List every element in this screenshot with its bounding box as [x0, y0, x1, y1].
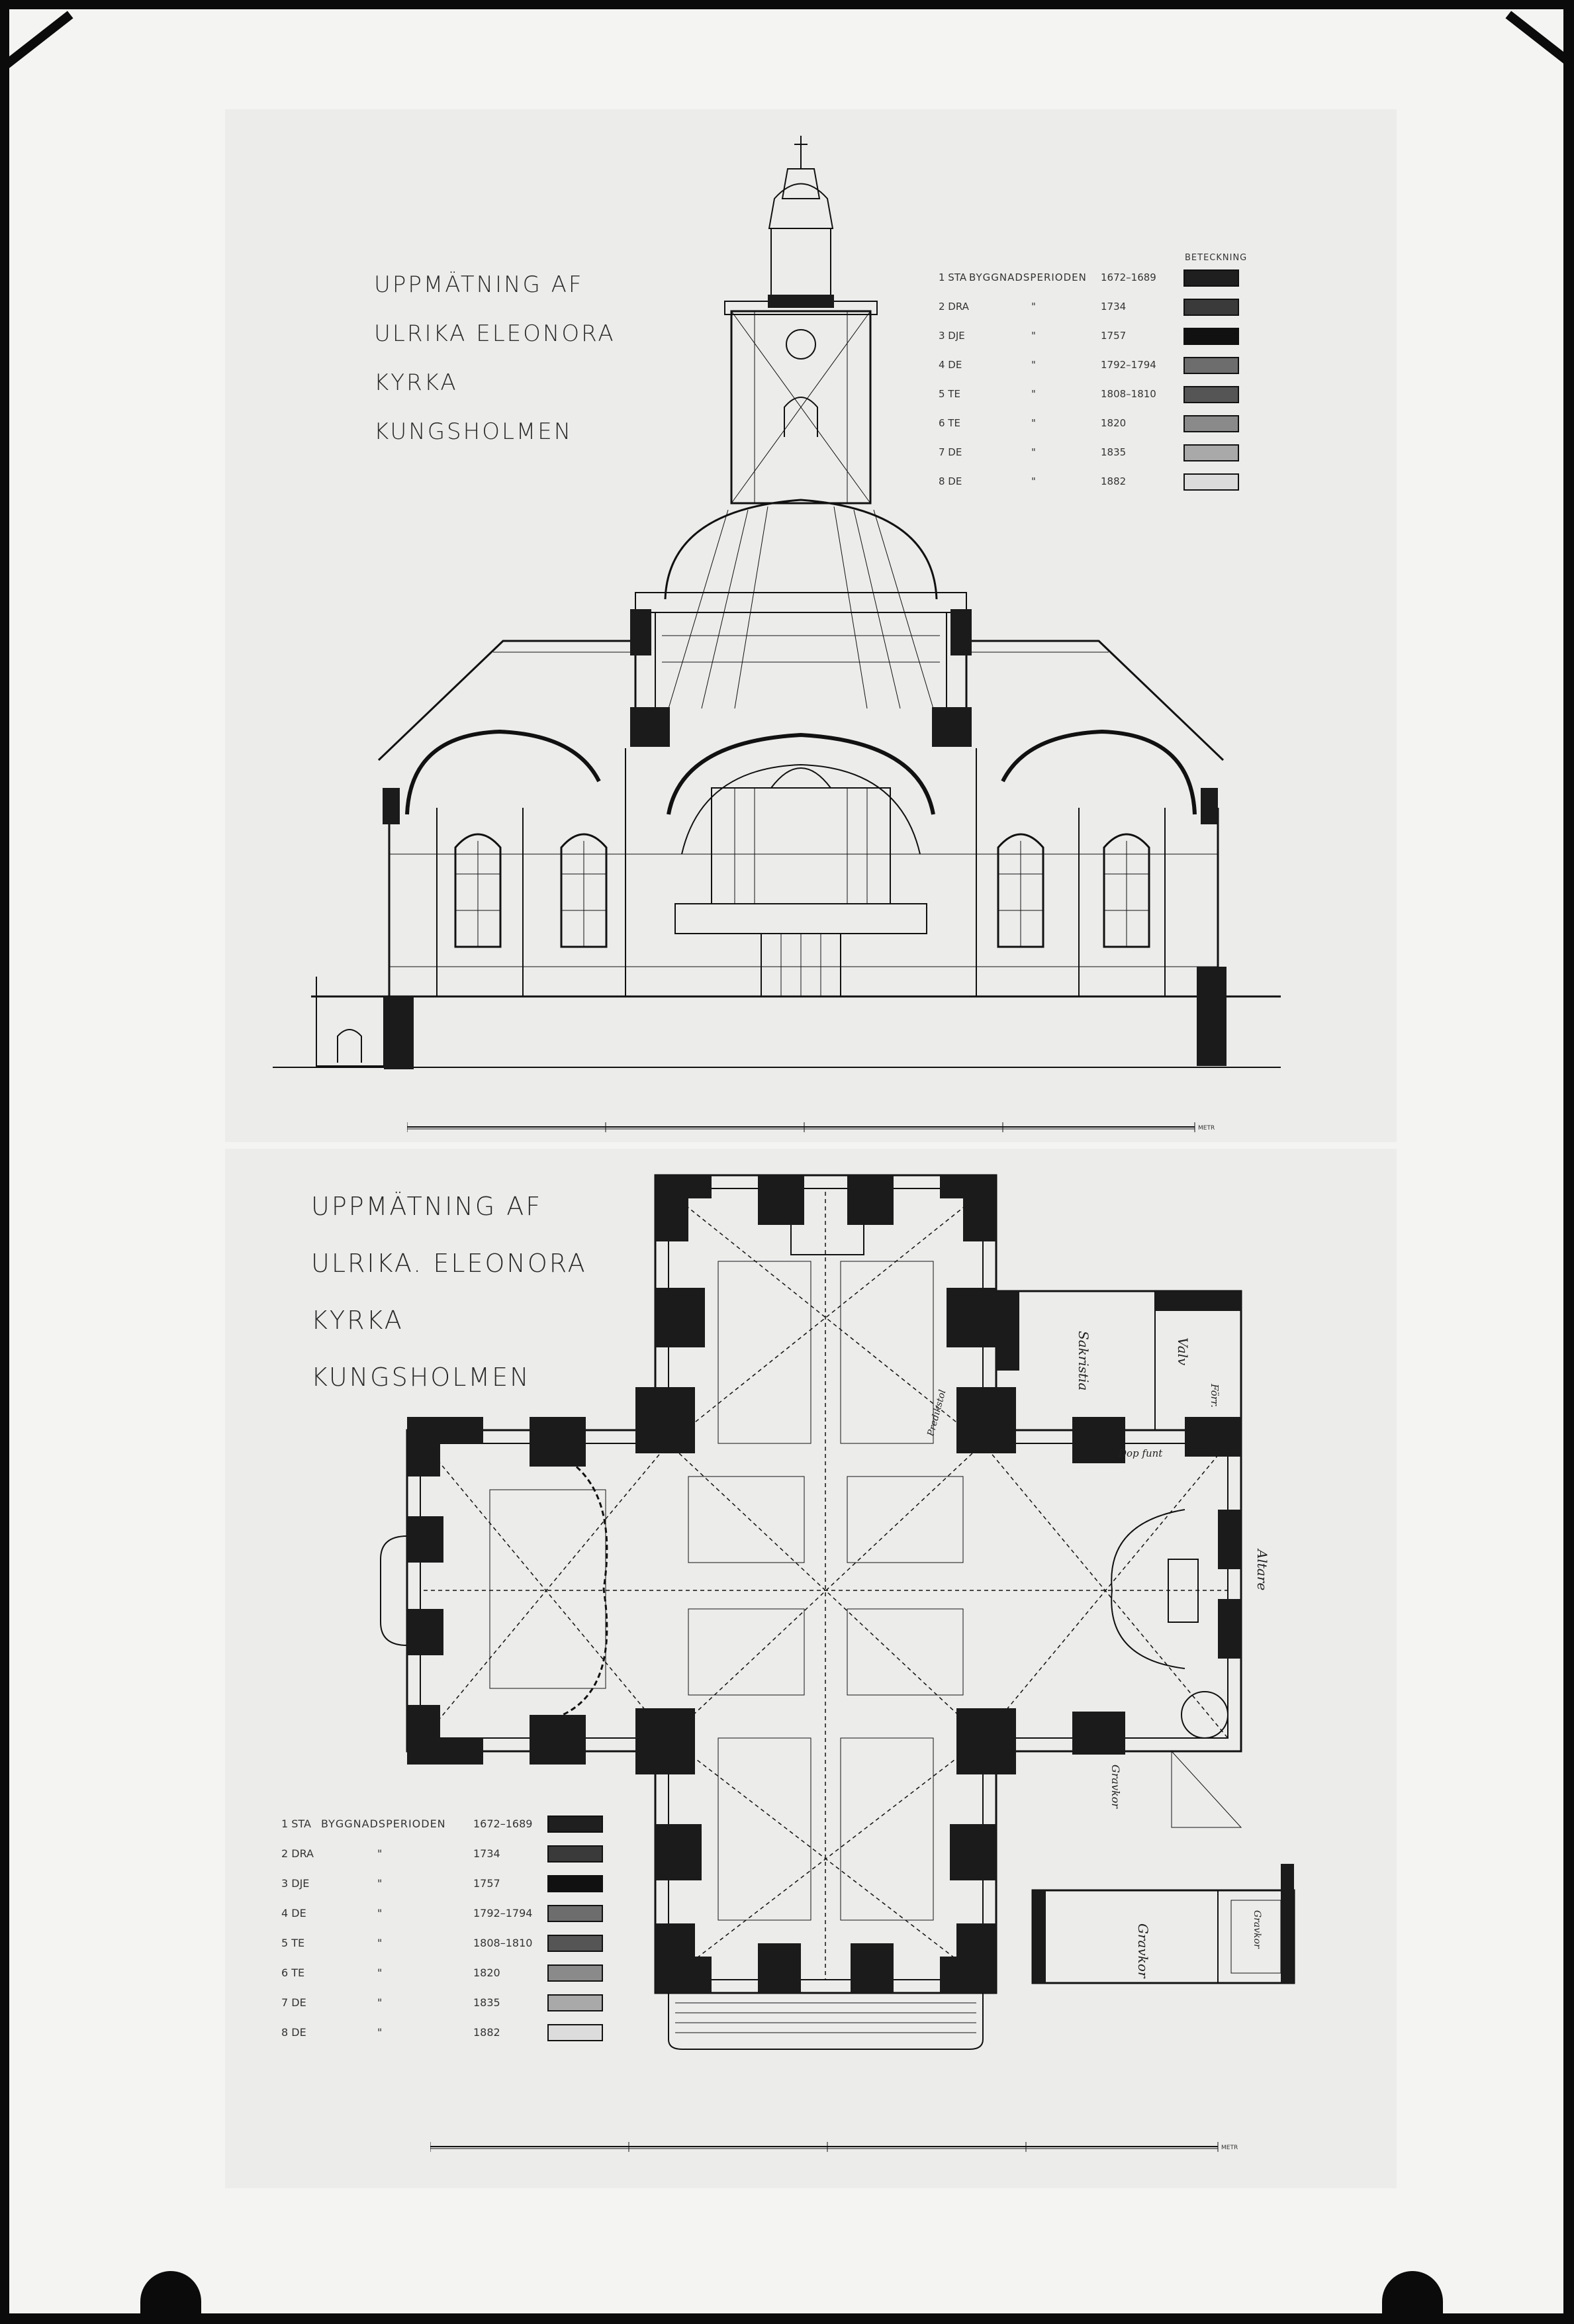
room-label-altare: Altare: [1254, 1549, 1270, 1591]
legend-row: 2 DRA " 1734: [281, 1847, 625, 1877]
plan-scale-bar: [430, 2135, 1244, 2162]
room-label-valv: Valv: [1175, 1337, 1191, 1366]
legend-row: 3 DJE " 1757: [939, 330, 1243, 359]
room-label-sakristia: Sakristia: [1076, 1331, 1091, 1391]
plan-title-line-2: ULRIKA. ELEONORA: [311, 1249, 587, 1278]
plan-title-line-3: KYRKA: [311, 1306, 404, 1335]
room-label-predikstol: Predikstol: [925, 1388, 949, 1438]
room-label-gravkor: Gravkor: [1109, 1765, 1122, 1808]
legend-row: 1 STA BYGGNADSPERIODEN 1672–1689: [939, 271, 1243, 301]
section-scale-bar: [407, 1116, 1221, 1142]
church-floor-plan: [371, 1165, 1317, 2066]
legend-row: 5 TE " 1808–1810: [281, 1937, 625, 1966]
legend-row: 3 DJE " 1757: [281, 1877, 625, 1907]
legend-row: 2 DRA " 1734: [939, 301, 1243, 330]
room-label-gravkor-3: Gravkor: [1252, 1910, 1262, 1949]
section-title-line-1: UPPMÄTNING AF: [374, 271, 584, 298]
legend-row: 7 DE " 1835: [939, 446, 1243, 475]
church-section-drawing: [265, 129, 1297, 1162]
scale-unit-label: METR: [1221, 2145, 1238, 2151]
section-title-line-2: ULRIKA ELEONORA: [374, 320, 616, 347]
legend-row: 8 DE " 1882: [281, 2026, 625, 2056]
legend-row: 6 TE " 1820: [281, 1966, 625, 1996]
legend-header: BETECKNING: [1185, 253, 1248, 263]
scale-unit-label: METR: [1198, 1125, 1215, 1132]
plan-title-line-1: UPPMÄTNING AF: [311, 1192, 543, 1221]
room-label-gravkor-2: Gravkor: [1135, 1923, 1151, 1978]
legend-row: 1 STA BYGGNADSPERIODEN 1672–1689: [281, 1817, 625, 1847]
legend-row: 4 DE " 1792–1794: [281, 1907, 625, 1937]
section-title-line-4: KUNGSHOLMEN: [374, 418, 573, 445]
legend-row: 8 DE " 1882: [939, 475, 1243, 505]
legend-row: 4 DE " 1792–1794: [939, 359, 1243, 388]
room-label-forrad: Förr.: [1209, 1384, 1221, 1408]
legend-row: 5 TE " 1808–1810: [939, 388, 1243, 417]
room-label-dopfunt: Dop funt: [1119, 1447, 1163, 1459]
plan-title-line-4: KUNGSHOLMEN: [311, 1363, 531, 1392]
legend-row: 7 DE " 1835: [281, 1996, 625, 2026]
section-title-line-3: KYRKA: [374, 369, 458, 396]
legend-row: 6 TE " 1820: [939, 417, 1243, 446]
